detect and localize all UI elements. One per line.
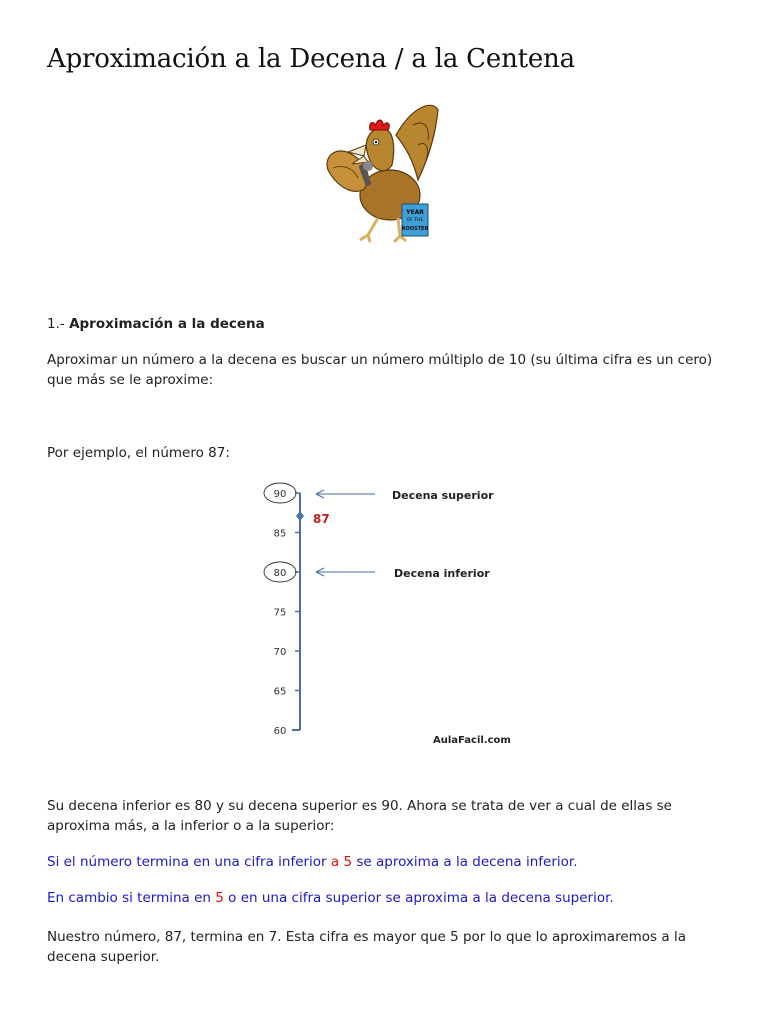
marker-label: 87 — [313, 512, 330, 526]
badge-text-line3: ROOSTER — [401, 226, 429, 232]
tick-label-70: 70 — [273, 647, 287, 658]
rule1-part-b: a 5 — [330, 854, 353, 870]
rule-lower — [47, 852, 578, 872]
page-title: Aproximación a la Decena / a la Centena — [47, 44, 575, 74]
rule2-part-c: o en una cifra superior se aproxima a la decena superior. — [223, 890, 614, 906]
section-heading-text: Aproximación a la decena — [69, 316, 265, 332]
intro-paragraph: Aproximar un número a la decena es buscar un número múltiplo de 10 (su última cifra es un cero) que más se le aproxime: — [47, 352, 713, 388]
watermark: AulaFacil.com — [433, 735, 511, 746]
arrow-upper — [316, 490, 375, 498]
badge-text-line2: OF THE — [406, 218, 424, 223]
example-paragraph: Por ejemplo, el número 87: — [47, 445, 230, 461]
rule1-part-a: Si el número termina en una cifra inferior — [47, 854, 331, 870]
arrow-lower — [316, 568, 375, 576]
rooster-illustration — [318, 100, 448, 245]
number-line-diagram — [240, 475, 530, 750]
lower-decade-label: Decena inferior — [394, 567, 490, 580]
rule1-part-c: se aproxima a la decena inferior. — [352, 854, 578, 870]
tick-label-85: 85 — [273, 528, 287, 540]
rule2-part-a: En cambio si termina en — [47, 890, 216, 906]
conclusion-paragraph: Nuestro número, 87, termina en 7. Esta cifra es mayor que 5 por lo que lo aproximaremos a la decena superior. — [47, 929, 686, 965]
section-heading — [47, 314, 265, 334]
tick-label-80: 80 — [273, 568, 287, 579]
rule2-part-b: 5 — [215, 890, 224, 906]
section-number: 1.- — [47, 316, 65, 332]
rule-upper — [47, 888, 614, 908]
tick-label-90: 90 — [273, 489, 287, 500]
explain-paragraph: Su decena inferior es 80 y su decena superior es 90. Ahora se trata de ver a cual de ellas se aproxima más, a la inferior o a la superior: — [47, 798, 672, 834]
upper-decade-label: Decena superior — [392, 489, 494, 502]
tick-label-75: 75 — [273, 607, 287, 619]
marker-87 — [296, 511, 304, 521]
tick-label-60: 60 — [273, 726, 287, 737]
badge-text-line1: YEAR — [406, 209, 424, 216]
tick-label-65: 65 — [273, 686, 287, 698]
